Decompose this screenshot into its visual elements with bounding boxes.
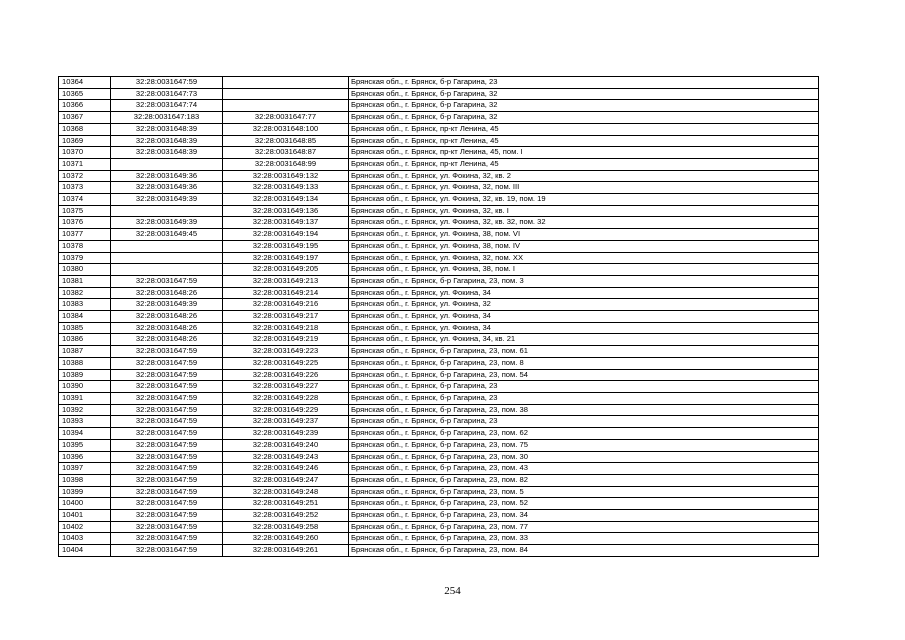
cadastral-number-cell: 32:28:0031647:59 [111, 533, 223, 545]
table-row [59, 392, 819, 404]
cadastral-number-cell: 32:28:0031648:39 [111, 135, 223, 147]
object-cadastral-number-cell: 32:28:0031648:99 [223, 158, 349, 170]
table-row [59, 170, 819, 182]
address-cell: Брянская обл., г. Брянск, б-р Гагарина, 23, пом. 5 [349, 486, 819, 498]
cadastral-number-cell: 32:28:0031647:59 [111, 416, 223, 428]
row-number-cell: 10383 [59, 299, 111, 311]
object-cadastral-number-cell: 32:28:0031649:136 [223, 205, 349, 217]
row-number-cell: 10404 [59, 545, 111, 557]
cadastral-number-cell: 32:28:0031647:59 [111, 428, 223, 440]
row-number-cell: 10402 [59, 521, 111, 533]
cadastral-number-cell: 32:28:0031647:59 [111, 369, 223, 381]
object-cadastral-number-cell: 32:28:0031649:260 [223, 533, 349, 545]
address-cell: Брянская обл., г. Брянск, б-р Гагарина, 23 [349, 381, 819, 393]
table-row [59, 451, 819, 463]
address-cell: Брянская обл., г. Брянск, ул. Фокина, 32, кв. 19, пом. 19 [349, 194, 819, 206]
address-cell: Брянская обл., г. Брянск, б-р Гагарина, 23, пом. 82 [349, 474, 819, 486]
row-number-cell: 10377 [59, 229, 111, 241]
row-number-cell: 10381 [59, 275, 111, 287]
cadastral-number-cell: 32:28:0031647:59 [111, 275, 223, 287]
table-row [59, 88, 819, 100]
address-cell: Брянская обл., г. Брянск, ул. Фокина, 38, пом. VI [349, 229, 819, 241]
object-cadastral-number-cell: 32:28:0031649:237 [223, 416, 349, 428]
table-row [59, 381, 819, 393]
address-cell: Брянская обл., г. Брянск, б-р Гагарина, 23 [349, 392, 819, 404]
cadastral-number-cell: 32:28:0031647:59 [111, 474, 223, 486]
row-number-cell: 10396 [59, 451, 111, 463]
cadastral-number-cell: 32:28:0031647:59 [111, 451, 223, 463]
table-row [59, 357, 819, 369]
row-number-cell: 10394 [59, 428, 111, 440]
cadastral-number-cell: 32:28:0031649:36 [111, 170, 223, 182]
row-number-cell: 10374 [59, 194, 111, 206]
table-row [59, 428, 819, 440]
object-cadastral-number-cell [223, 88, 349, 100]
address-cell: Брянская обл., г. Брянск, ул. Фокина, 38, пом. IV [349, 240, 819, 252]
table-row [59, 205, 819, 217]
table-row [59, 264, 819, 276]
table-row [59, 182, 819, 194]
object-cadastral-number-cell: 32:28:0031649:194 [223, 229, 349, 241]
table-row [59, 194, 819, 206]
table-row [59, 240, 819, 252]
row-number-cell: 10368 [59, 123, 111, 135]
object-cadastral-number-cell: 32:28:0031649:205 [223, 264, 349, 276]
cadastral-number-cell: 32:28:0031647:59 [111, 77, 223, 89]
object-cadastral-number-cell: 32:28:0031649:258 [223, 521, 349, 533]
table-row [59, 252, 819, 264]
object-cadastral-number-cell: 32:28:0031649:251 [223, 498, 349, 510]
object-cadastral-number-cell: 32:28:0031649:239 [223, 428, 349, 440]
address-cell: Брянская обл., г. Брянск, б-р Гагарина, 23, пом. 62 [349, 428, 819, 440]
cadastral-number-cell: 32:28:0031649:36 [111, 182, 223, 194]
row-number-cell: 10366 [59, 100, 111, 112]
cadastral-number-cell: 32:28:0031647:183 [111, 112, 223, 124]
table-row [59, 123, 819, 135]
address-cell: Брянская обл., г. Брянск, б-р Гагарина, 23, пом. 52 [349, 498, 819, 510]
address-cell: Брянская обл., г. Брянск, б-р Гагарина, 23 [349, 77, 819, 89]
cadastral-number-cell [111, 205, 223, 217]
object-cadastral-number-cell: 32:28:0031649:248 [223, 486, 349, 498]
table-row [59, 346, 819, 358]
object-cadastral-number-cell: 32:28:0031649:261 [223, 545, 349, 557]
table-row [59, 486, 819, 498]
cadastral-number-cell [111, 252, 223, 264]
cadastral-number-cell: 32:28:0031648:39 [111, 123, 223, 135]
address-cell: Брянская обл., г. Брянск, ул. Фокина, 38, пом. I [349, 264, 819, 276]
registry-table [58, 76, 819, 557]
table-row [59, 275, 819, 287]
address-cell: Брянская обл., г. Брянск, б-р Гагарина, 23, пом. 33 [349, 533, 819, 545]
registry-table-body [59, 77, 819, 557]
object-cadastral-number-cell: 32:28:0031647:77 [223, 112, 349, 124]
address-cell: Брянская обл., г. Брянск, ул. Фокина, 32 [349, 299, 819, 311]
cadastral-number-cell: 32:28:0031647:59 [111, 463, 223, 475]
address-cell: Брянская обл., г. Брянск, б-р Гагарина, 23, пом. 43 [349, 463, 819, 475]
address-cell: Брянская обл., г. Брянск, ул. Фокина, 32, кв. 2 [349, 170, 819, 182]
address-cell: Брянская обл., г. Брянск, б-р Гагарина, 32 [349, 88, 819, 100]
table-row [59, 521, 819, 533]
address-cell: Брянская обл., г. Брянск, пр-кт Ленина, 45 [349, 135, 819, 147]
object-cadastral-number-cell: 32:28:0031649:216 [223, 299, 349, 311]
object-cadastral-number-cell: 32:28:0031649:218 [223, 322, 349, 334]
cadastral-number-cell [111, 264, 223, 276]
address-cell: Брянская обл., г. Брянск, пр-кт Ленина, 45 [349, 123, 819, 135]
page-number: 254 [444, 585, 461, 597]
row-number-cell: 10403 [59, 533, 111, 545]
table-row [59, 112, 819, 124]
row-number-cell: 10382 [59, 287, 111, 299]
object-cadastral-number-cell: 32:28:0031649:223 [223, 346, 349, 358]
table-row [59, 416, 819, 428]
row-number-cell: 10371 [59, 158, 111, 170]
object-cadastral-number-cell: 32:28:0031648:100 [223, 123, 349, 135]
cadastral-number-cell: 32:28:0031648:26 [111, 334, 223, 346]
row-number-cell: 10389 [59, 369, 111, 381]
row-number-cell: 10384 [59, 311, 111, 323]
object-cadastral-number-cell: 32:28:0031649:197 [223, 252, 349, 264]
address-cell: Брянская обл., г. Брянск, б-р Гагарина, 23, пом. 77 [349, 521, 819, 533]
cadastral-number-cell: 32:28:0031647:59 [111, 404, 223, 416]
table-row [59, 229, 819, 241]
object-cadastral-number-cell: 32:28:0031649:246 [223, 463, 349, 475]
cadastral-number-cell [111, 158, 223, 170]
table-row [59, 158, 819, 170]
row-number-cell: 10390 [59, 381, 111, 393]
object-cadastral-number-cell: 32:28:0031649:133 [223, 182, 349, 194]
object-cadastral-number-cell: 32:28:0031649:240 [223, 439, 349, 451]
row-number-cell: 10387 [59, 346, 111, 358]
address-cell: Брянская обл., г. Брянск, ул. Фокина, 32, пом. III [349, 182, 819, 194]
object-cadastral-number-cell: 32:28:0031649:243 [223, 451, 349, 463]
cadastral-number-cell: 32:28:0031649:39 [111, 299, 223, 311]
cadastral-number-cell: 32:28:0031647:59 [111, 545, 223, 557]
object-cadastral-number-cell: 32:28:0031649:228 [223, 392, 349, 404]
cadastral-number-cell: 32:28:0031647:59 [111, 357, 223, 369]
object-cadastral-number-cell: 32:28:0031649:252 [223, 510, 349, 522]
address-cell: Брянская обл., г. Брянск, б-р Гагарина, 23, пом. 54 [349, 369, 819, 381]
object-cadastral-number-cell: 32:28:0031648:87 [223, 147, 349, 159]
address-cell: Брянская обл., г. Брянск, б-р Гагарина, 32 [349, 100, 819, 112]
object-cadastral-number-cell: 32:28:0031649:227 [223, 381, 349, 393]
address-cell: Брянская обл., г. Брянск, б-р Гагарина, 23, пом. 3 [349, 275, 819, 287]
table-row [59, 77, 819, 89]
object-cadastral-number-cell: 32:28:0031649:226 [223, 369, 349, 381]
table-row [59, 334, 819, 346]
row-number-cell: 10392 [59, 404, 111, 416]
row-number-cell: 10370 [59, 147, 111, 159]
row-number-cell: 10395 [59, 439, 111, 451]
table-row [59, 533, 819, 545]
row-number-cell: 10364 [59, 77, 111, 89]
address-cell: Брянская обл., г. Брянск, б-р Гагарина, 23, пом. 75 [349, 439, 819, 451]
row-number-cell: 10367 [59, 112, 111, 124]
object-cadastral-number-cell: 32:28:0031649:134 [223, 194, 349, 206]
row-number-cell: 10397 [59, 463, 111, 475]
object-cadastral-number-cell: 32:28:0031649:214 [223, 287, 349, 299]
address-cell: Брянская обл., г. Брянск, б-р Гагарина, 32 [349, 112, 819, 124]
cadastral-number-cell: 32:28:0031647:59 [111, 486, 223, 498]
cadastral-number-cell: 32:28:0031647:59 [111, 498, 223, 510]
table-row [59, 311, 819, 323]
address-cell: Брянская обл., г. Брянск, пр-кт Ленина, 45, пом. I [349, 147, 819, 159]
row-number-cell: 10379 [59, 252, 111, 264]
address-cell: Брянская обл., г. Брянск, ул. Фокина, 34 [349, 311, 819, 323]
object-cadastral-number-cell: 32:28:0031649:219 [223, 334, 349, 346]
address-cell: Брянская обл., г. Брянск, пр-кт Ленина, 45 [349, 158, 819, 170]
cadastral-number-cell: 32:28:0031647:73 [111, 88, 223, 100]
cadastral-number-cell: 32:28:0031647:59 [111, 439, 223, 451]
row-number-cell: 10399 [59, 486, 111, 498]
cadastral-number-cell: 32:28:0031647:59 [111, 510, 223, 522]
address-cell: Брянская обл., г. Брянск, б-р Гагарина, 23, пом. 8 [349, 357, 819, 369]
row-number-cell: 10385 [59, 322, 111, 334]
address-cell: Брянская обл., г. Брянск, ул. Фокина, 34 [349, 287, 819, 299]
address-cell: Брянская обл., г. Брянск, б-р Гагарина, 23, пом. 34 [349, 510, 819, 522]
address-cell: Брянская обл., г. Брянск, ул. Фокина, 32, пом. XX [349, 252, 819, 264]
row-number-cell: 10369 [59, 135, 111, 147]
cadastral-number-cell: 32:28:0031649:39 [111, 194, 223, 206]
cadastral-number-cell: 32:28:0031648:26 [111, 322, 223, 334]
table-row [59, 322, 819, 334]
table-row [59, 463, 819, 475]
cadastral-number-cell: 32:28:0031649:45 [111, 229, 223, 241]
address-cell: Брянская обл., г. Брянск, ул. Фокина, 32, кв. 32, пом. 32 [349, 217, 819, 229]
table-row [59, 510, 819, 522]
table-row [59, 498, 819, 510]
table-row [59, 404, 819, 416]
address-cell: Брянская обл., г. Брянск, ул. Фокина, 34 [349, 322, 819, 334]
address-cell: Брянская обл., г. Брянск, ул. Фокина, 32, кв. I [349, 205, 819, 217]
row-number-cell: 10378 [59, 240, 111, 252]
table-row [59, 135, 819, 147]
cadastral-number-cell: 32:28:0031648:39 [111, 147, 223, 159]
row-number-cell: 10401 [59, 510, 111, 522]
cadastral-number-cell: 32:28:0031648:26 [111, 311, 223, 323]
object-cadastral-number-cell [223, 100, 349, 112]
row-number-cell: 10373 [59, 182, 111, 194]
cadastral-number-cell: 32:28:0031647:59 [111, 521, 223, 533]
table-row [59, 545, 819, 557]
cadastral-number-cell [111, 240, 223, 252]
table-row [59, 217, 819, 229]
table-row [59, 287, 819, 299]
address-cell: Брянская обл., г. Брянск, б-р Гагарина, 23, пом. 30 [349, 451, 819, 463]
row-number-cell: 10398 [59, 474, 111, 486]
object-cadastral-number-cell: 32:28:0031648:85 [223, 135, 349, 147]
cadastral-number-cell: 32:28:0031648:26 [111, 287, 223, 299]
row-number-cell: 10372 [59, 170, 111, 182]
row-number-cell: 10400 [59, 498, 111, 510]
table-row [59, 474, 819, 486]
object-cadastral-number-cell: 32:28:0031649:195 [223, 240, 349, 252]
row-number-cell: 10380 [59, 264, 111, 276]
object-cadastral-number-cell: 32:28:0031649:213 [223, 275, 349, 287]
address-cell: Брянская обл., г. Брянск, б-р Гагарина, 23, пом. 38 [349, 404, 819, 416]
row-number-cell: 10376 [59, 217, 111, 229]
table-row [59, 147, 819, 159]
table-row [59, 299, 819, 311]
object-cadastral-number-cell: 32:28:0031649:229 [223, 404, 349, 416]
object-cadastral-number-cell [223, 77, 349, 89]
address-cell: Брянская обл., г. Брянск, б-р Гагарина, 23, пом. 61 [349, 346, 819, 358]
object-cadastral-number-cell: 32:28:0031649:225 [223, 357, 349, 369]
cadastral-number-cell: 32:28:0031647:59 [111, 381, 223, 393]
address-cell: Брянская обл., г. Брянск, ул. Фокина, 34, кв. 21 [349, 334, 819, 346]
row-number-cell: 10386 [59, 334, 111, 346]
cadastral-number-cell: 32:28:0031649:39 [111, 217, 223, 229]
row-number-cell: 10388 [59, 357, 111, 369]
row-number-cell: 10391 [59, 392, 111, 404]
object-cadastral-number-cell: 32:28:0031649:132 [223, 170, 349, 182]
address-cell: Брянская обл., г. Брянск, б-р Гагарина, 23 [349, 416, 819, 428]
cadastral-number-cell: 32:28:0031647:59 [111, 346, 223, 358]
cadastral-number-cell: 32:28:0031647:59 [111, 392, 223, 404]
object-cadastral-number-cell: 32:28:0031649:137 [223, 217, 349, 229]
row-number-cell: 10365 [59, 88, 111, 100]
cadastral-number-cell: 32:28:0031647:74 [111, 100, 223, 112]
object-cadastral-number-cell: 32:28:0031649:247 [223, 474, 349, 486]
object-cadastral-number-cell: 32:28:0031649:217 [223, 311, 349, 323]
table-row [59, 100, 819, 112]
table-row [59, 369, 819, 381]
row-number-cell: 10393 [59, 416, 111, 428]
address-cell: Брянская обл., г. Брянск, б-р Гагарина, 23, пом. 84 [349, 545, 819, 557]
table-row [59, 439, 819, 451]
row-number-cell: 10375 [59, 205, 111, 217]
